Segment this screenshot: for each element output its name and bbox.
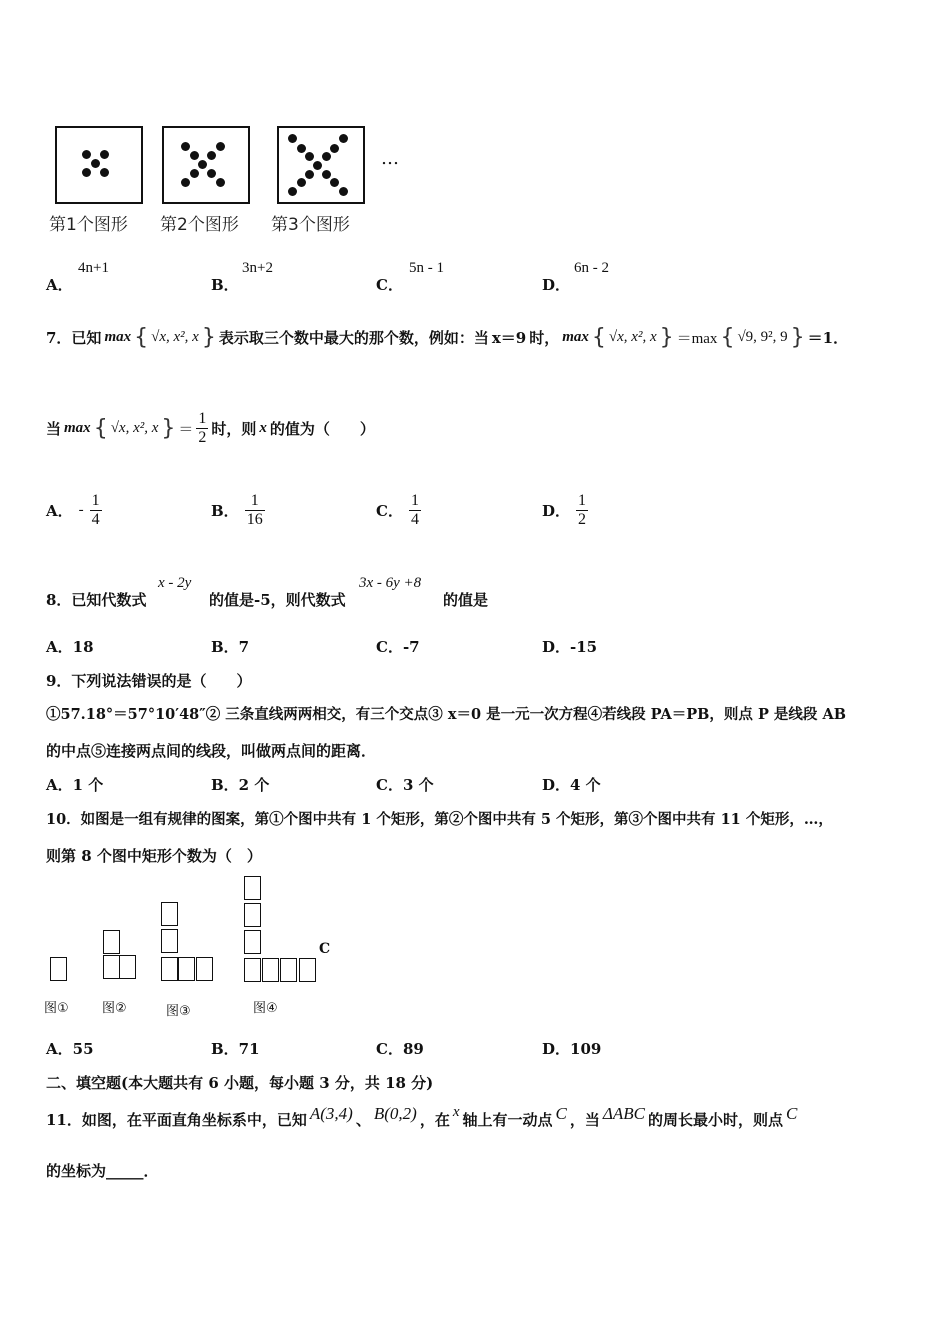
point-a: A(3,4)	[309, 1104, 353, 1123]
q10-option-b[interactable]: B．71	[211, 1040, 260, 1058]
option-label: B．	[211, 276, 239, 294]
q11-mid3: ，当	[569, 1111, 600, 1129]
q11-prefix: 11．如图，在平面直角坐标系中，已知	[46, 1111, 307, 1129]
max-word-2: max	[562, 329, 589, 345]
option-label: C．	[376, 501, 403, 520]
q11-line1	[46, 1104, 797, 1130]
q6-option-d[interactable]	[542, 274, 570, 295]
max-word-3: max	[64, 419, 91, 436]
right-brace-icon: }	[201, 325, 216, 350]
q9-line1: ①57.18°＝57°10′48″② 三条直线两两相交，有三个交点③ x＝0 是一元一次方程④若线段 PA＝PB，则点 P 是线段 AB	[46, 706, 846, 723]
q7-option-b[interactable]	[211, 492, 265, 528]
q8-mid: 的值是-5，则代数式	[209, 591, 346, 609]
option-label: D．	[542, 501, 571, 520]
fig-label-1: 图①	[44, 1001, 69, 1016]
fig-label-3: 图③	[166, 1004, 191, 1019]
option-fraction: $\frac{1}{4}$	[410, 492, 419, 528]
q8-option-b[interactable]: B．7	[211, 638, 250, 656]
section-2-title: 二、填空题(本大题共有 6 小题，每小题 3 分，共 18 分)	[46, 1074, 434, 1092]
q7-option-d[interactable]	[542, 492, 588, 528]
q8-expr2: 3x - 6y +8	[359, 575, 422, 591]
q7-number: 7．已知	[46, 329, 102, 347]
q9-line2: 的中点⑤连接两点间的线段，叫做两点间的距离．	[46, 742, 377, 760]
point-c: C	[555, 1104, 567, 1123]
ellipsis: …	[381, 148, 399, 169]
left-brace-icon: {	[134, 325, 149, 350]
q10-line1: 10．如图是一组有规律的图案，第①个图中共有 1 个矩形，第②个图中共有 5 个矩形，第③个图中共有 11 个矩形，…，	[46, 811, 833, 828]
q8-expr1: x - 2y	[158, 575, 192, 591]
option-fraction: $\frac{1}{16}$	[246, 492, 263, 528]
q9-title: 9．下列说法错误的是（ ）	[46, 672, 252, 690]
q6-option-c[interactable]	[376, 274, 403, 295]
max-word: max	[104, 329, 132, 345]
option-label: A．	[46, 276, 73, 294]
q7-args: √x, x², x	[151, 329, 199, 345]
q7-args-2: √x, x², x	[608, 329, 657, 345]
q6-option-c-expr: 5n - 1	[409, 260, 444, 276]
q10-option-c[interactable]: C．89	[376, 1040, 424, 1058]
q11-mid1: ，在	[419, 1111, 450, 1129]
q11-sep: 、	[355, 1111, 371, 1129]
q8-option-a[interactable]: A．18	[46, 638, 94, 656]
half-fraction: $\frac{1}{2}$	[198, 410, 207, 446]
option-label: C．	[376, 276, 403, 294]
q11-line2: 的坐标为_____．	[46, 1162, 159, 1180]
option-sign: -	[78, 501, 84, 518]
option-label: D．	[542, 276, 571, 294]
q7-line2	[46, 410, 375, 446]
pattern-figure-2	[162, 126, 250, 204]
triangle-abc: ΔABC	[602, 1104, 645, 1123]
q7-option-a[interactable]	[46, 492, 102, 528]
q7-line2-prefix: 当	[46, 419, 62, 438]
q6-option-a-expr: 4n+1	[78, 260, 109, 276]
q7-result: ＝1．	[807, 329, 849, 347]
figure-caption-3: 第3个图形	[271, 215, 350, 235]
left-brace-icon: {	[720, 325, 735, 350]
option-fraction: $\frac{1}{4}$	[91, 492, 100, 528]
figure-caption-1: 第1个图形	[49, 215, 128, 235]
q7-x-eq-9: x＝9	[491, 329, 527, 347]
q8-prefix: 8．已知代数式	[46, 591, 147, 609]
q11-x-var: x	[452, 1104, 460, 1120]
q7-option-c[interactable]	[376, 492, 421, 528]
q6-option-b-expr: 3n+2	[242, 260, 273, 276]
right-brace-icon: }	[161, 415, 176, 441]
right-brace-icon: }	[659, 325, 674, 350]
q7-line2-suffix: 时，则	[211, 419, 257, 438]
corner-label-c: C	[319, 941, 331, 957]
q9-option-d[interactable]: D．4 个	[542, 776, 601, 794]
q11-mid2: 轴上有一动点	[462, 1111, 553, 1129]
q7-example-args: √9, 9², 9	[737, 329, 788, 345]
q6-option-a[interactable]	[46, 274, 73, 295]
q7-line1	[46, 325, 848, 350]
point-b: B(0,2)	[373, 1104, 417, 1123]
q6-option-b[interactable]	[211, 274, 239, 295]
right-brace-icon: }	[790, 325, 805, 350]
left-brace-icon: {	[93, 415, 108, 441]
figure-caption-2: 第2个图形	[160, 215, 239, 235]
fig-label-4: 图④	[253, 1001, 278, 1016]
q10-option-d[interactable]: D．109	[542, 1040, 602, 1058]
option-fraction: $\frac{1}{2}$	[578, 492, 587, 528]
q7-eq: ＝	[178, 421, 194, 438]
q7-example-rhs: ＝max	[676, 331, 718, 347]
pattern-figure-1	[55, 126, 143, 204]
q10-line2: 则第 8 个图中矩形个数为（ ）	[46, 847, 262, 865]
q10-option-a[interactable]: A．55	[46, 1040, 94, 1058]
q7-text2: 时，	[529, 329, 560, 347]
q8-option-c[interactable]: C．-7	[376, 638, 420, 656]
point-c-2: C	[786, 1104, 798, 1123]
q9-option-c[interactable]: C．3 个	[376, 776, 434, 794]
option-label: B．	[211, 501, 239, 520]
left-brace-icon: {	[591, 325, 606, 350]
q8-suffix: 的值是	[443, 591, 489, 609]
q7-args-3: √x, x², x	[110, 419, 159, 436]
q7-line2-end: 的值为（ ）	[269, 419, 375, 438]
fig-label-2: 图②	[102, 1001, 127, 1016]
q7-text1: 表示取三个数中最大的那个数，例如：当	[218, 329, 489, 347]
pattern-figure-3	[277, 126, 365, 204]
q7-x-var: x	[259, 419, 267, 436]
q9-option-b[interactable]: B．2 个	[211, 776, 270, 794]
q8-option-d[interactable]: D．-15	[542, 638, 598, 656]
option-label: A．	[46, 501, 73, 520]
q6-option-d-expr: 6n - 2	[574, 260, 609, 276]
q11-mid4: 的周长最小时，则点	[648, 1111, 784, 1129]
q9-option-a[interactable]: A．1 个	[46, 776, 104, 794]
